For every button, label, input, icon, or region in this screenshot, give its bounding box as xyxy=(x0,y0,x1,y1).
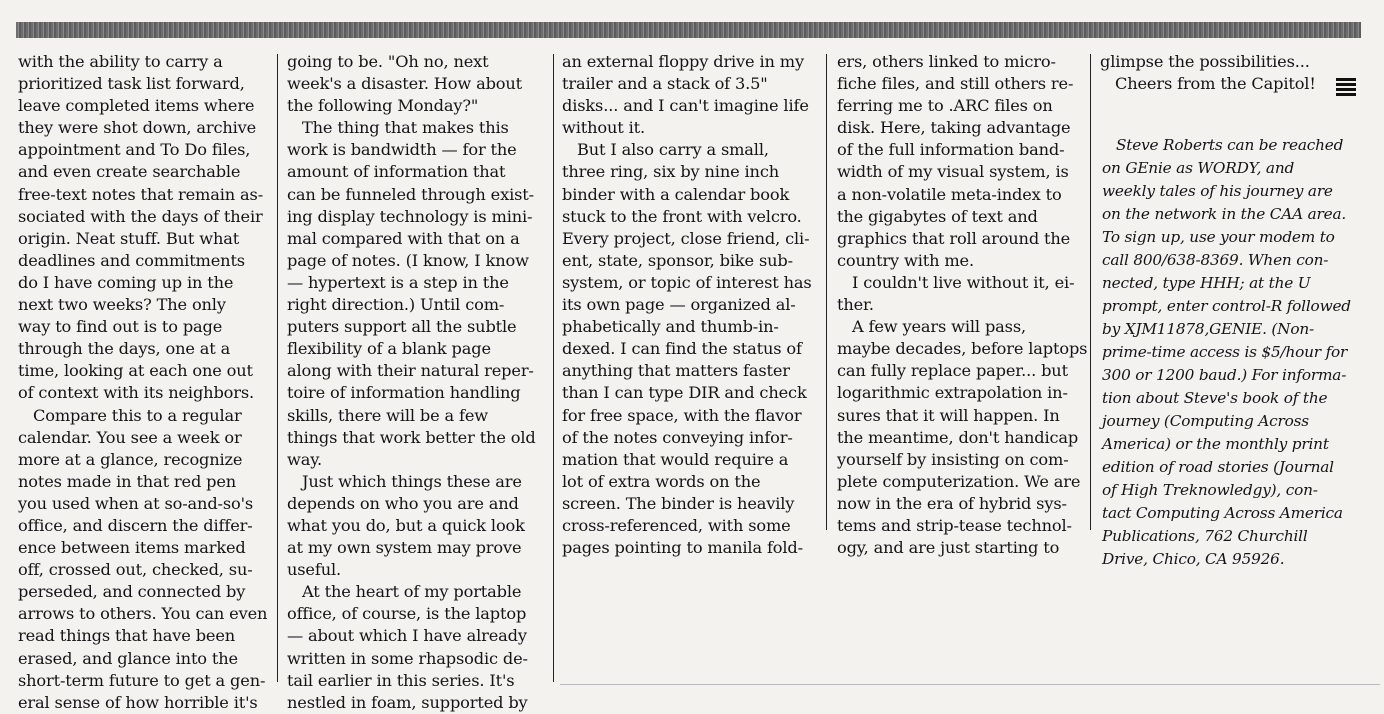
column-divider-3 xyxy=(826,54,827,530)
column-divider-4 xyxy=(1090,54,1091,530)
article-column-4: ers, others linked to micro- fiche files, and still others re- ferring me to .ARC files on disk. Here, taking advantage of the full information band- width of my visual system, is a non-volatile meta-index to the gigabytes of text and graphics that roll around the country with me. I couldn't live without it, ei- ther. A few years will pass, maybe decades, before laptops can fully replace paper... but logarithmic extrapolation in- sures that it will happen. In the meantime, don't handicap yourself by insisting on com- plete computerization. We are now in the era of hybrid sys- tems and strip-tease technol- ogy, and are just starting to xyxy=(837,52,1088,558)
article-column-1: with the ability to carry a prioritized task list forward, leave completed items where they were shot down, archive appointment and To Do files, and even create searchable free-text notes that remain as- sociated with the days of their origin. Neat stuff. But what deadlines and commitments do I have coming up in the next two weeks? The only way to find out is to page through the days, one at a time, looking at each one out of context with its neighbors. Compare this to a regular calendar. You see a week or more at a glance, recognize notes made in that red pen you used when at so-and-so's office, and discern the differ- ence between items marked off, crossed out, checked, su- perseded, and connected by arrows to others. You can even read things that have been erased, and glance into the short-term future to get a gen- eral sense of how horrible it's xyxy=(18,52,268,712)
end-of-article-icon xyxy=(1336,78,1356,96)
page-bottom-rule xyxy=(560,684,1380,685)
column-divider-1 xyxy=(277,54,278,682)
author-bio: Steve Roberts can be reached on GEnie as WORDY, and weekly tales of his journey are on the network in the CAA area. To sign up, use your modem to call 800/638-8369. When con- nected, type HHH; at the U prompt, enter control-R followed by XJM11878,GENIE. (Non- prime-time access is $5/hour for 300 or 1200 baud.) For informa- tion about Steve's book of the journey (Computing Across America) or the monthly print edition of road stories (Journal of High Treknowledgy), con- tact Computing Across America Publications, 762 Churchill Drive, Chico, CA 95926. xyxy=(1102,136,1351,568)
header-rule-bar xyxy=(16,22,1361,38)
column-divider-2 xyxy=(553,54,554,682)
article-column-2: going to be. "Oh no, next week's a disaster. How about the following Monday?" The thing that makes this work is bandwidth — for the amount of information that can be funneled through exist- ing display technology is mini- mal compared with that on a page of notes. (I know, I know — hypertext is a step in the right direction.) Until com- puters support all the subtle flexibility of a blank page along with their natural reper- toire of information handling skills, there will be a few things that work better the old way. Just which things these are depends on who you are and what you do, but a quick look at my own system may prove useful. At the heart of my portable office, of course, is the laptop — about which I have already written in some rhapsodic de- tail earlier in this series. It's nestled in foam, supported by xyxy=(287,52,536,712)
article-column-5: glimpse the possibilities... Cheers from the Capitol! xyxy=(1100,52,1316,94)
article-column-3: an external floppy drive in my trailer and a stack of 3.5" disks... and I can't imagine life without it. But I also carry a small, three ring, six by nine inch binder with a calendar book stuck to the front with velcro. Every project, close friend, cli- ent, state, sponsor, bike sub- system, or topic of interest has its own page — organized al- phabetically and thumb-in- dexed. I can find the status of anything that matters faster than I can type DIR and check for free space, with the flavor of the notes conveying infor- mation that would require a lot of extra words on the screen. The binder is heavily cross-referenced, with some pages pointing to manila fold- xyxy=(562,52,812,558)
